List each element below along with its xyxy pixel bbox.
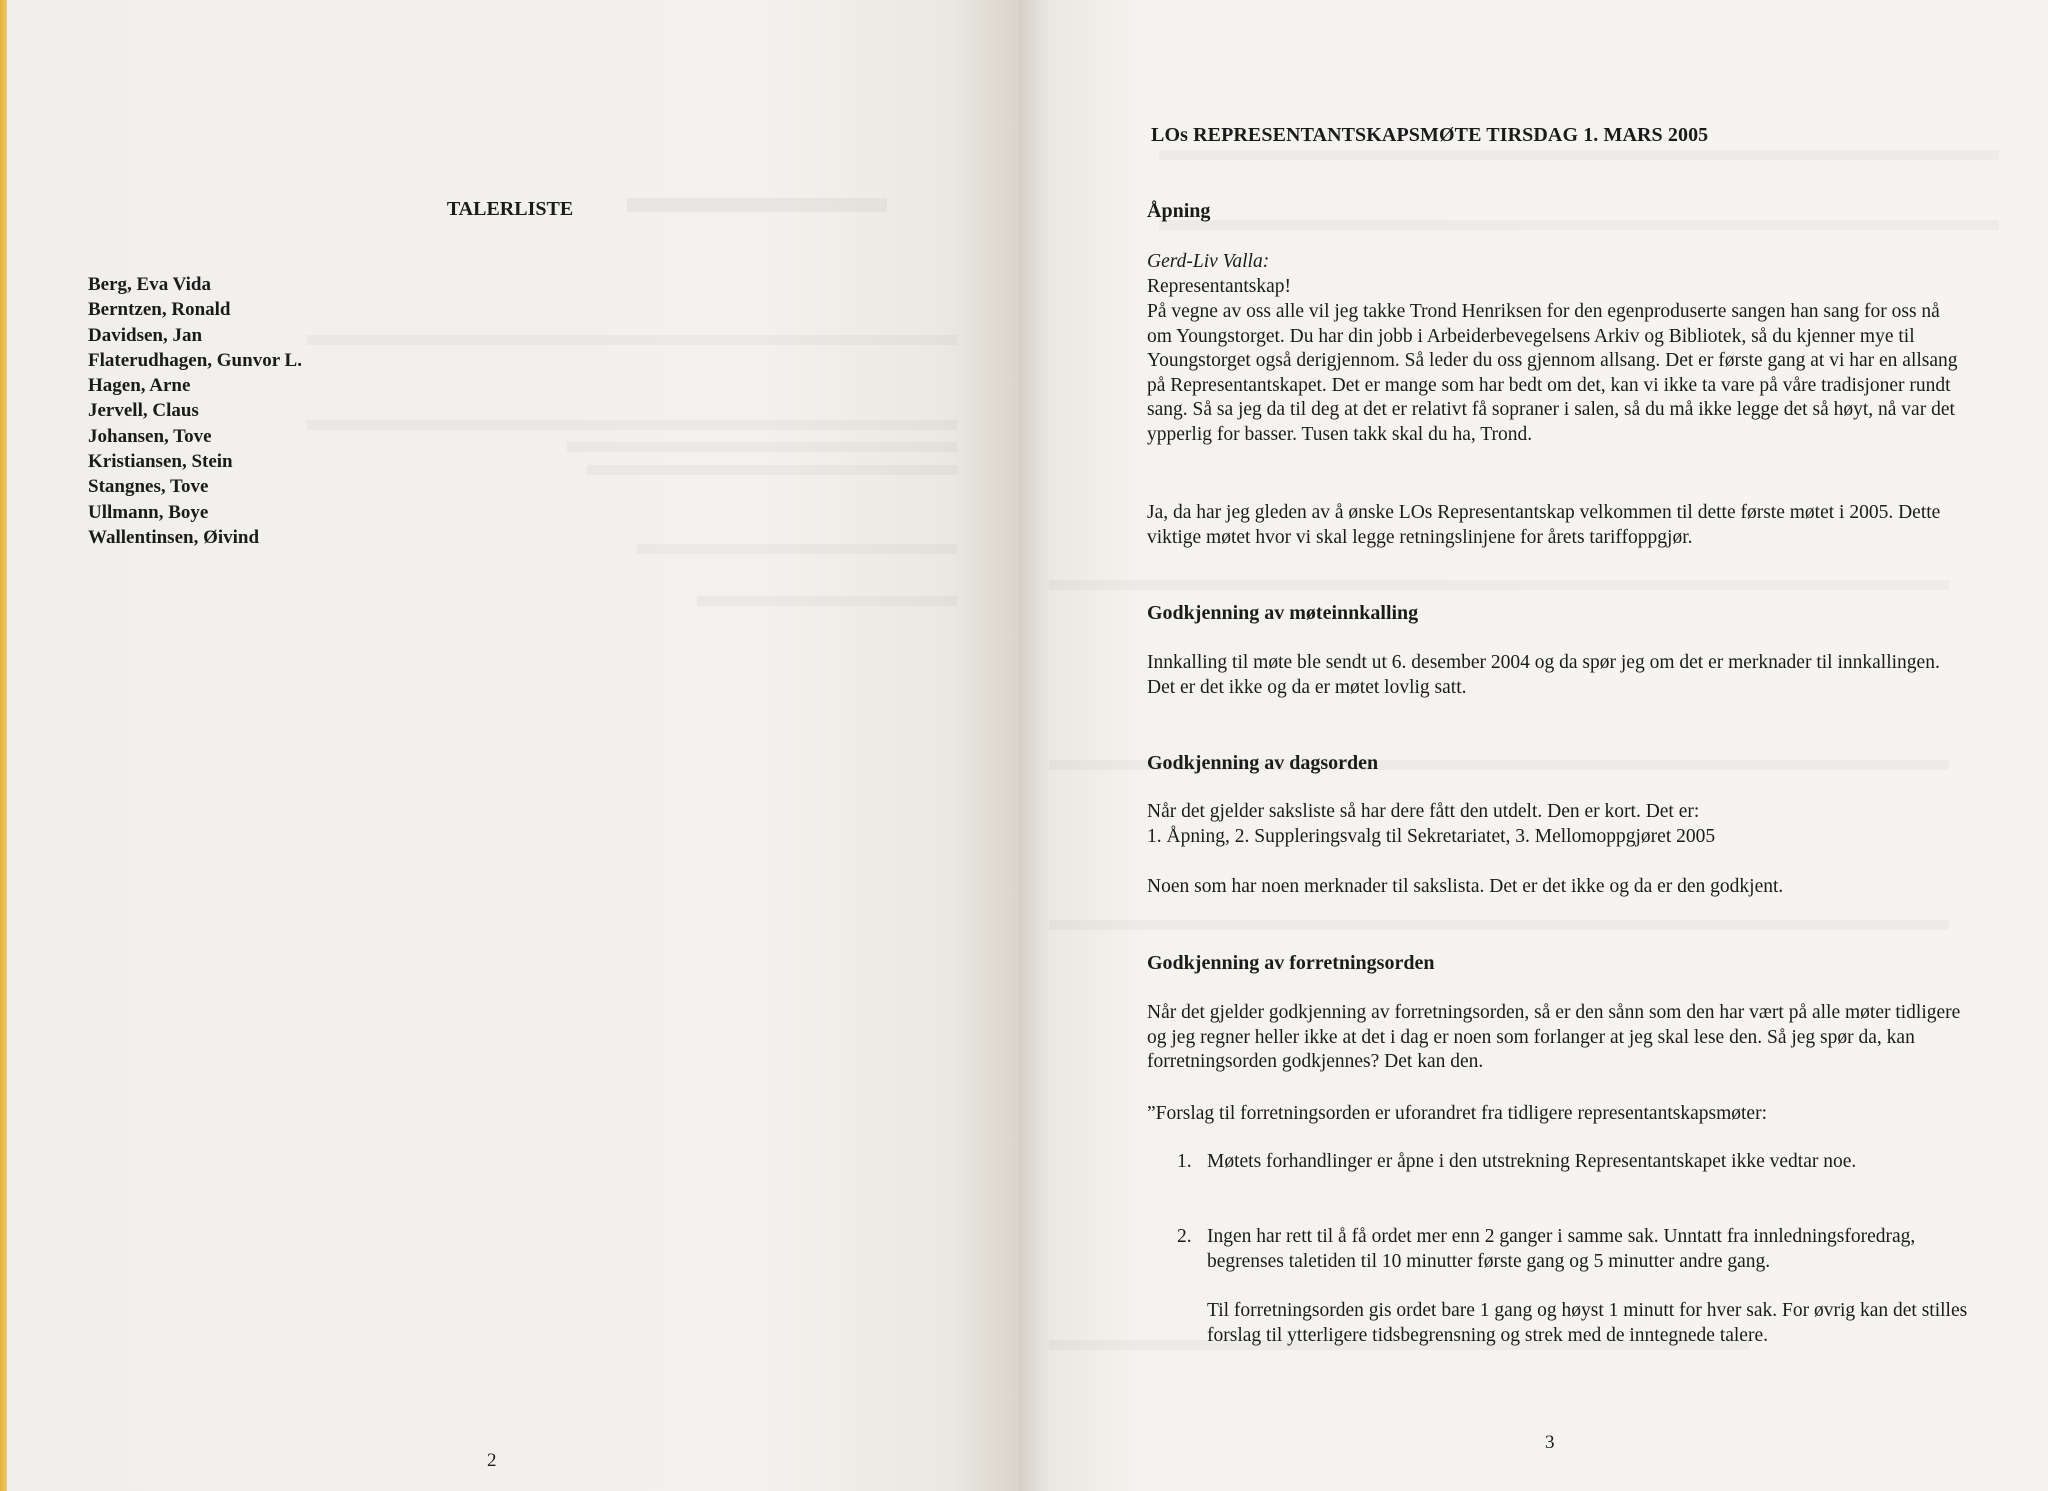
document-title: LOs REPRESENTANTSKAPSMØTE TIRSDAG 1. MARS 2005 <box>1151 124 1709 146</box>
paragraph: Når det gjelder saksliste så har dere fått den utdelt. Den er kort. Det er: <box>1147 801 1700 822</box>
speaker-item: Berntzen, Ronald <box>88 299 231 321</box>
agenda-line: 1. Åpning, 2. Suppleringsvalg til Sekretariatet, 3. Mellomoppgjøret 2005 <box>1147 826 1716 847</box>
page-number: 3 <box>1545 1432 1555 1453</box>
heading-forretningsorden: Godkjenning av forretningsorden <box>1147 952 1435 974</box>
speaker-item: Johansen, Tove <box>88 425 212 447</box>
speaker-item: Hagen, Arne <box>88 375 191 397</box>
list-text: Til forretningsorden gis ordet bare 1 gang og høyst 1 minutt for hver sak. For øvrig kan det stilles forslag til ytterligere tidsbegrensning og strek med de inntegnede talere. <box>1207 1300 1968 1346</box>
page-edge <box>0 0 7 1491</box>
paragraph: Når det gjelder godkjenning av forretningsorden, så er den sånn som den har vært på alle møter tidligere og jeg regner heller ikke at det i dag er noen som forlanger at jeg skal lese den. Så jeg spør da, kan forretningsorden godkjennes? Det kan den. <box>1147 1002 1961 1072</box>
list-text: Ingen har rett til å få ordet mer enn 2 ganger i samme sak. Unntatt fra innledningsforedrag, begrenses taletiden til 10 minutter første gang og 5 minutter andre gang. <box>1207 1226 1916 1272</box>
speaker-name: Gerd-Liv Valla: <box>1147 251 1270 272</box>
speaker-item: Ullmann, Boye <box>88 501 209 523</box>
greeting: Representantskap! <box>1147 276 1292 297</box>
talerliste-title: TALERLISTE <box>446 198 574 220</box>
heading-moteinnkalling: Godkjenning av møteinnkalling <box>1147 602 1419 624</box>
speaker-item: Davidsen, Jan <box>88 324 203 346</box>
list-text: Møtets forhandlinger er åpne i den utstrekning Representantskapet ikke vedtar noe. <box>1207 1151 1857 1172</box>
heading-apning: Åpning <box>1147 200 1211 222</box>
page-number: 2 <box>487 1450 497 1471</box>
paragraph: Ja, da har jeg gleden av å ønske LOs Representantskap velkommen til dette første møtet i 2005. Dette viktige møtet hvor vi skal legge retningslinjene for årets tariffoppgjør. <box>1147 502 1941 548</box>
speaker-item: Kristiansen, Stein <box>88 451 233 473</box>
paragraph: Noen som har noen merknader til sakslista. Det er det ikke og da er den godkjent. <box>1147 876 1784 897</box>
speaker-item: Stangnes, Tove <box>88 476 209 498</box>
heading-dagsorden: Godkjenning av dagsorden <box>1147 752 1379 774</box>
left-page <box>7 0 1019 1491</box>
speaker-list <box>88 272 302 550</box>
paragraph: På vegne av oss alle vil jeg takke Trond Henriksen for den egenproduserte sangen han sang for oss nå om Youngstorget. Du har din jobb i Arbeiderbevegelsens Arkiv og Bibliotek, så du kjenner mye til Youngstorget også derigjennom. Så leder du oss gjennom allsang. Det er første gang at vi har en allsang på Representantskapet. Det er mange som har bedt om det, kan vi ikke ta vare på våre tradisjoner rundt sang. Så sa jeg da til deg at det er relativt få sopraner i salen, så du må ikke legge det så høyt, nå var det ypperlig for basser. Tusen takk skal du ha, Trond. <box>1147 301 1958 445</box>
speaker-item: Berg, Eva Vida <box>88 274 211 295</box>
speaker-item: Wallentinsen, Øivind <box>88 526 260 548</box>
list-number: 1. <box>1177 1151 1192 1172</box>
list-number: 2. <box>1177 1226 1192 1247</box>
speaker-item: Jervell, Claus <box>88 400 199 422</box>
paragraph: ”Forslag til forretningsorden er uforandret fra tidligere representantskapsmøter: <box>1147 1103 1767 1124</box>
paragraph: Innkalling til møte ble sendt ut 6. desember 2004 og da spør jeg om det er merknader til innkallingen. Det er det ikke og da er møtet lovlig satt. <box>1147 652 1940 698</box>
speaker-item: Flaterudhagen, Gunvor L. <box>88 349 302 371</box>
